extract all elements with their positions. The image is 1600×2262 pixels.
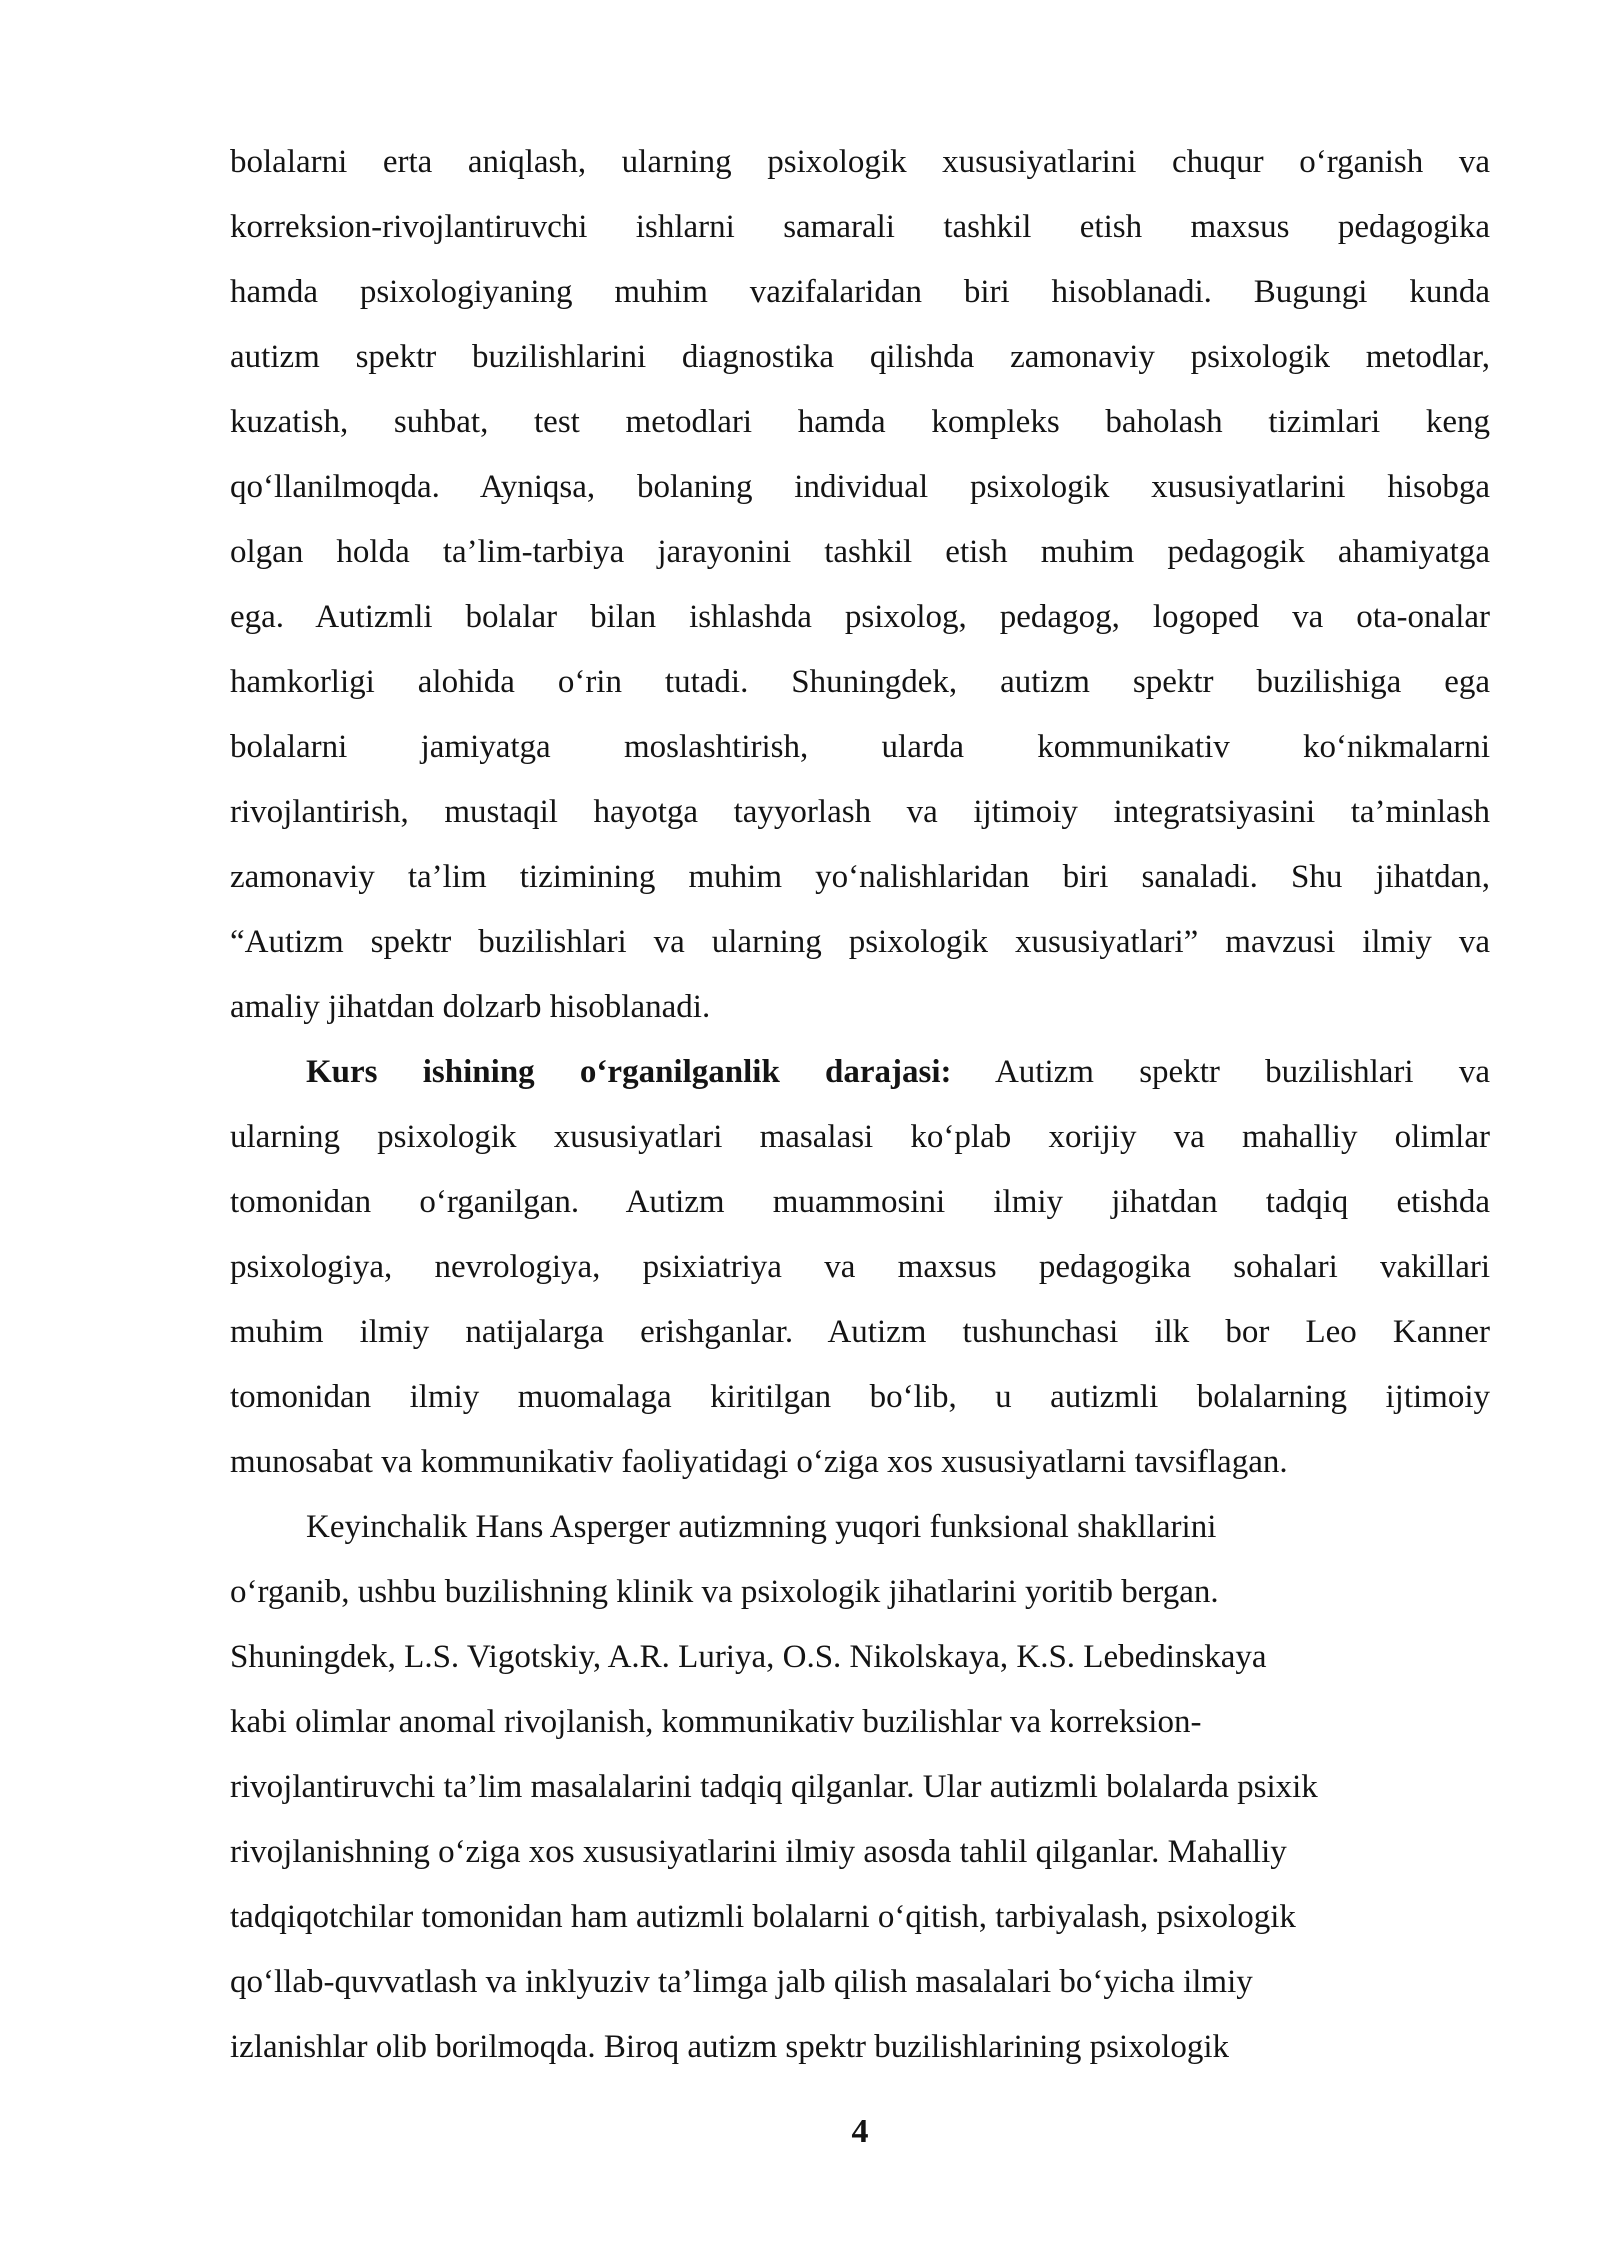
- paragraph-intro: [230, 130, 1490, 1040]
- text-line: olgan holda ta’lim-tarbiya jarayonini tashkil etish muhim pedagogik ahamiyatga: [230, 534, 1490, 570]
- text-line: muhim ilmiy natijalarga erishganlar. Autizm tushunchasi ilk bor Leo Kanner: [230, 1314, 1490, 1350]
- page-number: 4: [851, 2113, 869, 2150]
- text-line: qo‘llanilmoqda. Ayniqsa, bolaning individual psixologik xususiyatlarini hisobga: [230, 469, 1490, 505]
- text-line: hamkorligi alohida o‘rin tutadi. Shuningdek, autizm spektr buzilishiga ega: [230, 664, 1490, 700]
- text-line: amaliy jihatdan dolzarb hisoblanadi.: [230, 989, 711, 1025]
- text-line: kabi olimlar anomal rivojlanish, kommunikativ buzilishlar va korreksion-: [230, 1704, 1202, 1740]
- text-line: ularning psixologik xususiyatlari masalasi ko‘plab xorijiy va mahalliy olimlar: [230, 1119, 1490, 1155]
- text-line: autizm spektr buzilishlarini diagnostika qilishda zamonaviy psixologik metodlar,: [230, 339, 1490, 375]
- text-line: munosabat va kommunikativ faoliyatidagi o‘ziga xos xususiyatlarni tavsiflagan.: [230, 1444, 1288, 1480]
- text-line: tomonidan o‘rganilgan. Autizm muammosini ilmiy jihatdan tadqiq etishda: [230, 1184, 1490, 1220]
- text-line: ega. Autizmli bolalar bilan ishlashda psixolog, pedagog, logoped va ota-onalar: [230, 599, 1490, 635]
- text-line: qo‘llab-quvvatlash va inklyuziv ta’limga jalb qilish masalalari bo‘yicha ilmiy: [230, 1964, 1253, 2000]
- text-line: rivojlanishning o‘ziga xos xususiyatlarini ilmiy asosda tahlil qilganlar. Mahalliy: [230, 1834, 1287, 1870]
- text-line: kuzatish, suhbat, test metodlari hamda kompleks baholash tizimlari keng: [230, 404, 1490, 440]
- text-line: [230, 1040, 1490, 1105]
- text-line: rivojlantiruvchi ta’lim masalalarini tadqiq qilganlar. Ular autizmli bolalarda psixik: [230, 1769, 1318, 1805]
- paragraph-researchers: [230, 1495, 1490, 2080]
- text-line: izlanishlar olib borilmoqda. Biroq autizm spektr buzilishlarining psixologik: [230, 2029, 1230, 2065]
- text-line: zamonaviy ta’lim tizimining muhim yo‘nalishlaridan biri sanaladi. Shu jihatdan,: [230, 859, 1490, 895]
- text-line: bolalarni erta aniqlash, ularning psixologik xususiyatlarini chuqur o‘rganish va: [230, 144, 1490, 180]
- text-line: Shuningdek, L.S. Vigotskiy, A.R. Luriya, O.S. Nikolskaya, K.S. Lebedinskaya: [230, 1639, 1267, 1675]
- text-line: psixologiya, nevrologiya, psixiatriya va maxsus pedagogika sohalari vakillari: [230, 1249, 1490, 1285]
- text-fragment: Autizm spektr buzilishlari va: [951, 1054, 1490, 1090]
- text-line: tomonidan ilmiy muomalaga kiritilgan bo‘lib, u autizmli bolalarning ijtimoiy: [230, 1379, 1490, 1415]
- text-line: tadqiqotchilar tomonidan ham autizmli bolalarni o‘qitish, tarbiyalash, psixologik: [230, 1899, 1296, 1935]
- text-line: o‘rganib, ushbu buzilishning klinik va psixologik jihatlarini yoritib bergan.: [230, 1574, 1219, 1610]
- text-line: rivojlantirish, mustaqil hayotga tayyorlash va ijtimoiy integratsiyasini ta’minlash: [230, 794, 1490, 830]
- text-line: korreksion-rivojlantiruvchi ishlarni samarali tashkil etish maxsus pedagogika: [230, 209, 1490, 245]
- text-line: hamda psixologiyaning muhim vazifalaridan biri hisoblanadi. Bugungi kunda: [230, 274, 1490, 310]
- text-line: Keyinchalik Hans Asperger autizmning yuqori funksional shakllarini: [306, 1509, 1217, 1545]
- text-line: “Autizm spektr buzilishlari va ularning psixologik xususiyatlari” mavzusi ilmiy va: [230, 924, 1490, 960]
- document-body: [230, 130, 1490, 2080]
- paragraph-study-level: [230, 1040, 1490, 1495]
- text-line: bolalarni jamiyatga moslashtirish, ularda kommunikativ ko‘nikmalarni: [230, 729, 1490, 765]
- section-heading-inline: Kurs ishining o‘rganilganlik darajasi:: [306, 1054, 952, 1090]
